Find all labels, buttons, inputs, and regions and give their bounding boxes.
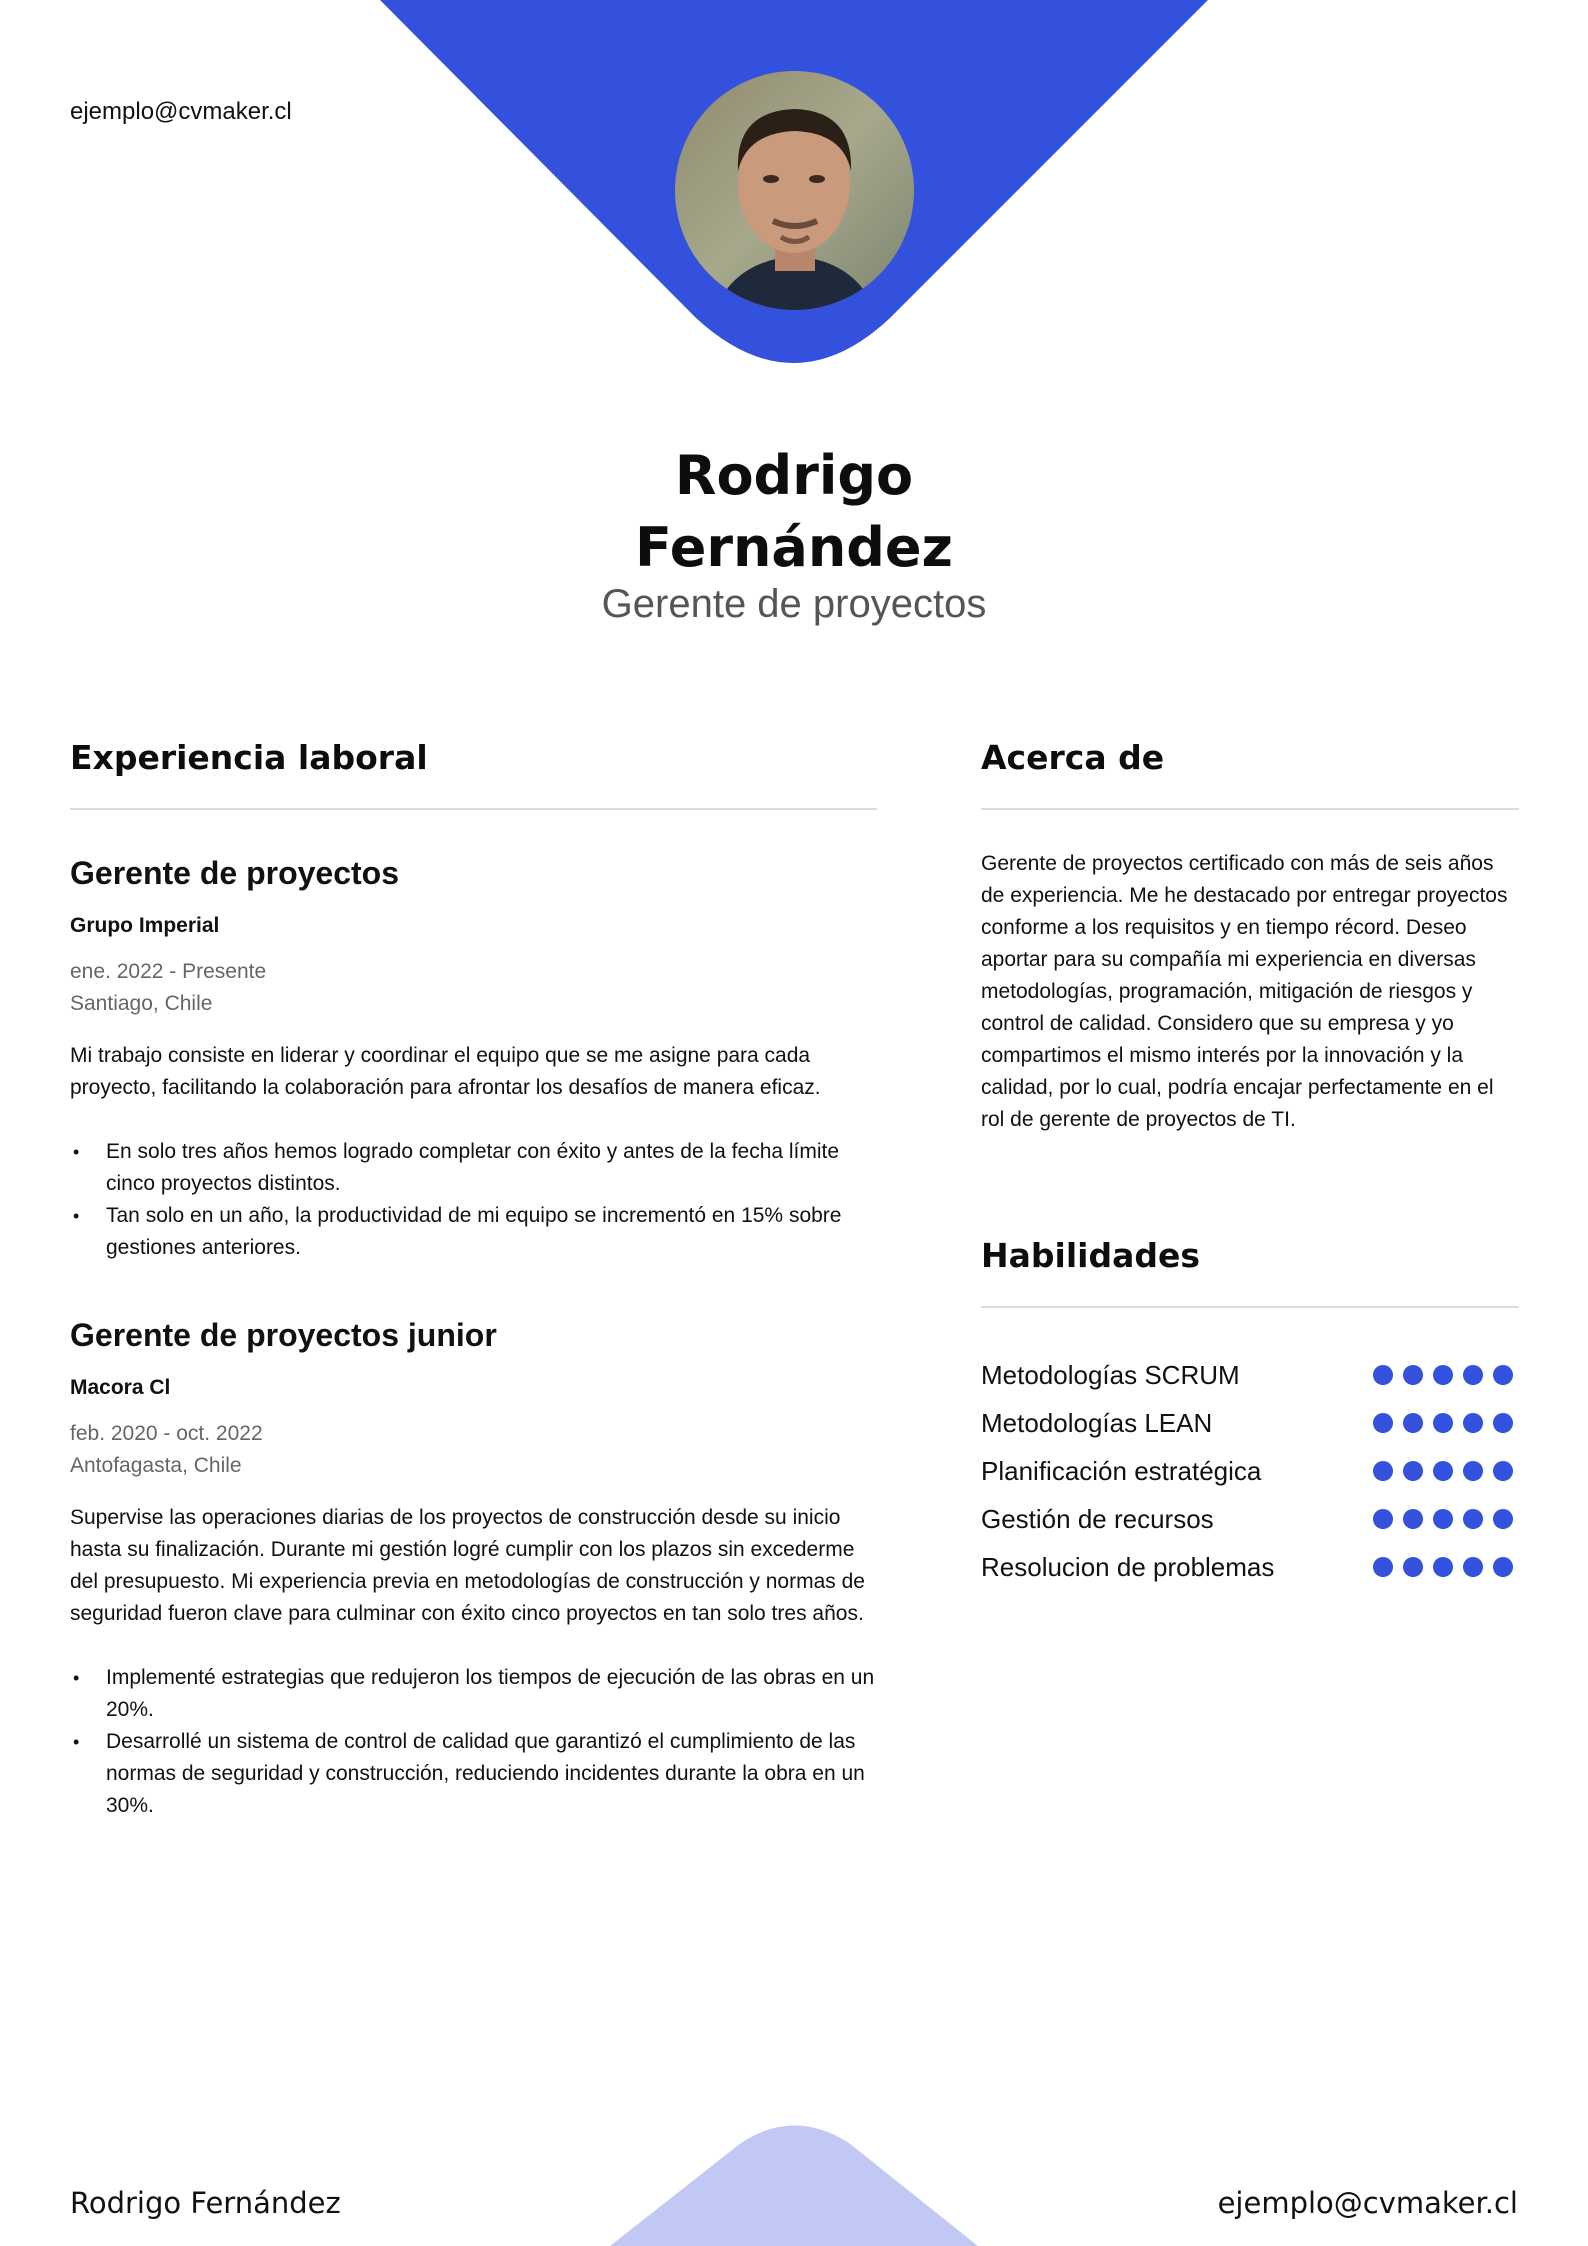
rating-dot xyxy=(1493,1365,1513,1385)
job-description: Mi trabajo consiste en liderar y coordinar el equipo que se me asigne para cada proyecto, facilitando la colaboración para afrontar los desafíos de manera eficaz. xyxy=(70,1044,821,1099)
rating-dot xyxy=(1403,1365,1423,1385)
name-last: Fernández xyxy=(635,516,953,579)
rating-dot xyxy=(1403,1413,1423,1433)
skill-rating xyxy=(1373,1413,1513,1433)
bottom-banner-shape xyxy=(610,2126,978,2246)
rating-dot xyxy=(1433,1557,1453,1577)
name-first: Rodrigo xyxy=(674,444,914,507)
skill-rating xyxy=(1373,1461,1513,1481)
skill-name: Gestión de recursos xyxy=(981,1503,1214,1534)
rating-dot xyxy=(1493,1557,1513,1577)
job-location: Santiago, Chile xyxy=(70,992,213,1015)
job-description: Supervise las operaciones diarias de los proyectos de construcción desde su inicio hasta su finalización. Durante mi gestión logré cumplir con los plazos sin excederme del presupuesto. Mi experiencia previa en metodologías de construcción y normas de seguridad fueron clave para culminar con éxito cinco proyectos en tan solo tres años. xyxy=(70,1506,865,1625)
experience-divider xyxy=(70,808,877,810)
skills-heading: Habilidades xyxy=(981,1236,1200,1275)
rating-dot xyxy=(1373,1557,1393,1577)
rating-dot xyxy=(1463,1461,1483,1481)
rating-dot xyxy=(1373,1413,1393,1433)
rating-dot xyxy=(1463,1557,1483,1577)
about-divider xyxy=(981,808,1519,810)
rating-dot xyxy=(1433,1461,1453,1481)
footer-name: Rodrigo Fernández xyxy=(70,2186,341,2220)
rating-dot xyxy=(1373,1461,1393,1481)
job-bullet: • Tan solo en un año, la productividad de mi equipo se incrementó en 15% sobre gestiones anteriores. xyxy=(70,1200,880,1264)
skill-name: Planificación estratégica xyxy=(981,1455,1262,1486)
job-title: Gerente de proyectos junior xyxy=(70,1317,497,1353)
job-bullets xyxy=(70,1136,880,1264)
skill-row xyxy=(981,1399,1519,1447)
rating-dot xyxy=(1403,1461,1423,1481)
job-bullet: • Implementé estrategias que redujeron los tiempos de ejecución de las obras en un 20%. xyxy=(70,1662,880,1726)
rating-dot xyxy=(1493,1509,1513,1529)
skills-list xyxy=(981,1351,1519,1591)
job-dates: feb. 2020 - oct. 2022 xyxy=(70,1422,263,1445)
header-email[interactable]: ejemplo@cvmaker.cl xyxy=(70,98,292,125)
rating-dot xyxy=(1463,1509,1483,1529)
rating-dot xyxy=(1463,1365,1483,1385)
skill-row xyxy=(981,1543,1519,1591)
experience-heading: Experiencia laboral xyxy=(70,738,428,777)
rating-dot xyxy=(1403,1509,1423,1529)
job-entry xyxy=(70,1317,880,1822)
job-company: Grupo Imperial xyxy=(70,914,220,937)
about-heading: Acerca de xyxy=(981,738,1165,777)
rating-dot xyxy=(1373,1365,1393,1385)
rating-dot xyxy=(1493,1461,1513,1481)
rating-dot xyxy=(1433,1413,1453,1433)
skill-name: Metodologías SCRUM xyxy=(981,1359,1240,1390)
candidate-name xyxy=(394,440,1194,584)
skill-name: Metodologías LEAN xyxy=(981,1407,1213,1438)
rating-dot xyxy=(1433,1365,1453,1385)
skill-rating xyxy=(1373,1365,1513,1385)
rating-dot xyxy=(1373,1509,1393,1529)
skill-rating xyxy=(1373,1557,1513,1577)
job-location: Antofagasta, Chile xyxy=(70,1454,242,1477)
skills-divider xyxy=(981,1306,1519,1308)
profile-photo xyxy=(675,71,914,310)
skill-rating xyxy=(1373,1509,1513,1529)
rating-dot xyxy=(1433,1509,1453,1529)
skill-row xyxy=(981,1351,1519,1399)
job-entry xyxy=(70,855,880,1264)
skill-name: Resolucion de problemas xyxy=(981,1551,1275,1582)
job-dates: ene. 2022 - Presente xyxy=(70,960,267,983)
rating-dot xyxy=(1493,1413,1513,1433)
rating-dot xyxy=(1463,1413,1483,1433)
job-title: Gerente de proyectos xyxy=(70,855,399,891)
skill-row xyxy=(981,1447,1519,1495)
footer-email[interactable]: ejemplo@cvmaker.cl xyxy=(1217,2186,1518,2220)
job-bullets xyxy=(70,1662,880,1822)
skill-row xyxy=(981,1495,1519,1543)
job-bullet: • Desarrollé un sistema de control de calidad que garantizó el cumplimiento de las normas de seguridad y construcción, reduciendo incidentes durante la obra en un 30%. xyxy=(70,1726,880,1822)
about-text: Gerente de proyectos certificado con más de seis años de experiencia. Me he destacado por entregar proyectos conforme a los requisitos y en tiempo récord. Deseo aportar para su compañía mi experiencia en diversas metodologías, programación, mitigación de riesgos y control de calidad. Considero que su empresa y yo compartimos el mismo interés por la innovación y la calidad, por lo cual, podría encajar perfectamente en el rol de gerente de proyectos de TI. xyxy=(981,852,1508,1131)
rating-dot xyxy=(1403,1557,1423,1577)
job-company: Macora Cl xyxy=(70,1376,171,1399)
candidate-title: Gerente de proyectos xyxy=(601,582,987,626)
job-bullet: • En solo tres años hemos logrado completar con éxito y antes de la fecha límite cinco proyectos distintos. xyxy=(70,1136,880,1200)
